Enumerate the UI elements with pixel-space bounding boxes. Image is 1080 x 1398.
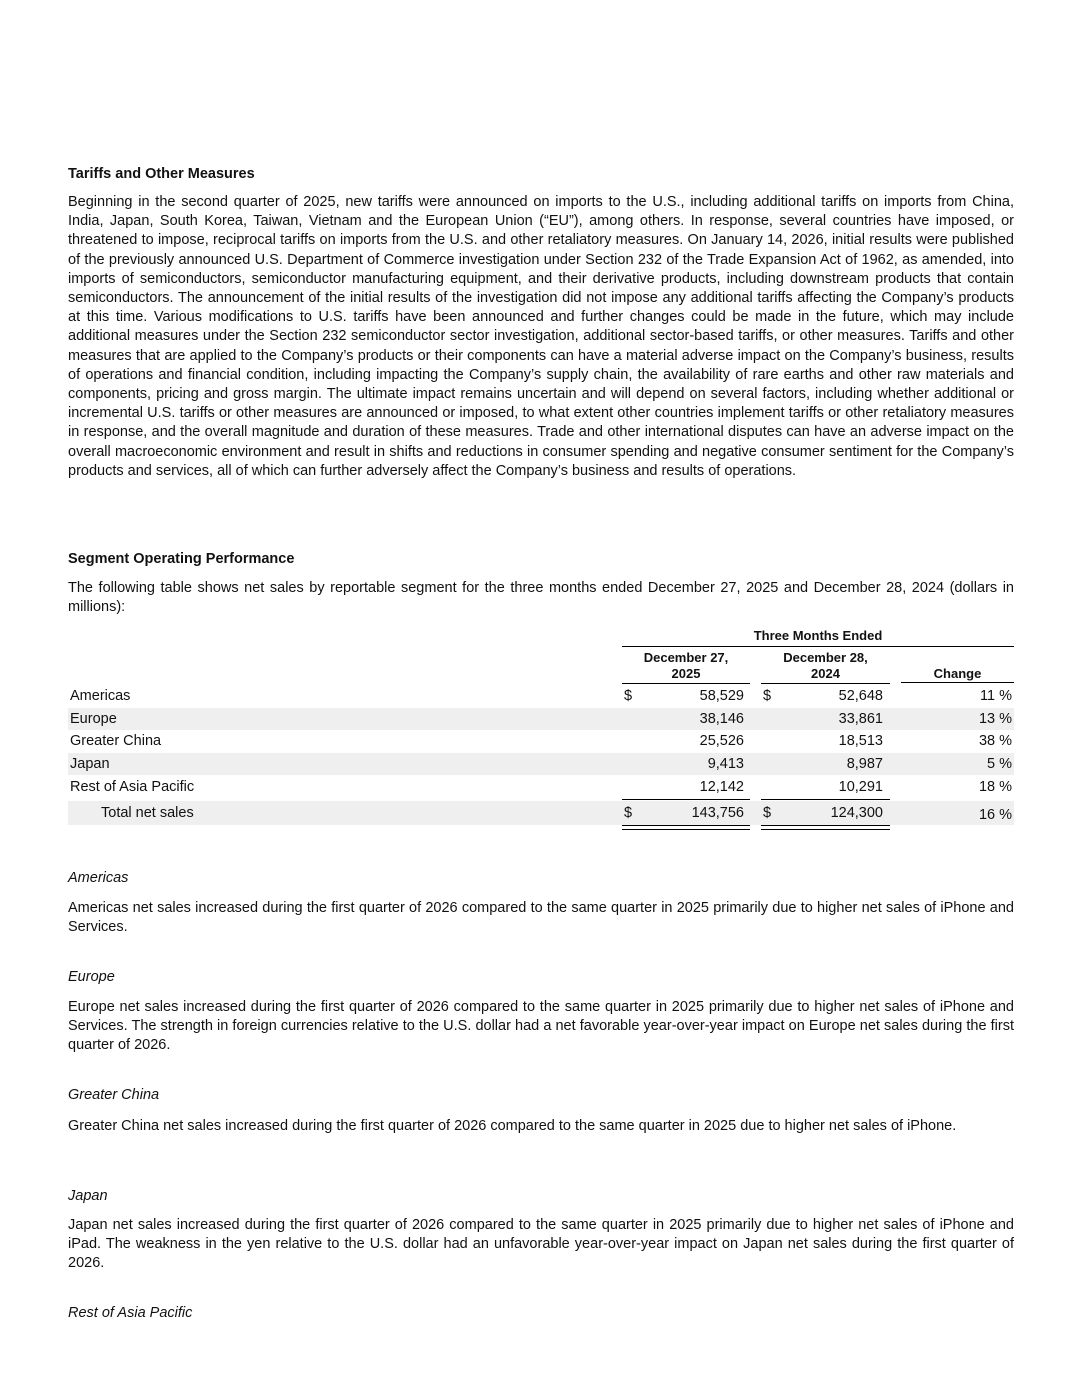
- table-group-header: Three Months Ended: [622, 626, 1014, 647]
- value-2025: 9,413: [707, 756, 744, 772]
- subtotal-rule: [622, 799, 750, 800]
- change-value: 18 %: [978, 779, 1012, 795]
- row-label: Europe: [70, 711, 117, 727]
- total-2024: 124,300: [830, 805, 883, 821]
- col-header-2025: [622, 650, 750, 684]
- change-value: 38 %: [978, 733, 1012, 749]
- table-row: [68, 776, 1014, 798]
- value-2025: 12,142: [699, 779, 744, 795]
- value-2025: 58,529: [699, 688, 744, 704]
- region-heading-europe: Europe: [68, 969, 115, 985]
- value-2025: 38,146: [699, 711, 744, 727]
- value-2024: 52,648: [838, 688, 883, 704]
- tariffs-paragraph: Beginning in the second quarter of 2025, new tariffs were announced on imports to the U.S., including additional tariffs on imports from China, India, Japan, South Korea, Taiwan, Vietnam and the European Union (“EU”), among others. In response, several countries have imposed, or threatened to impose, reciprocal tariffs on imports from the U.S. and other retaliatory measures. On January 14, 2026, initial results were published of the previously announced U.S. Department of Commerce investigation under Section 232 of the Trade Expansion Act of 1962, as amended, into imports of semiconductors, semiconductor manufacturing equipment, and their derivative products, including downstream products that contain semiconductors. The announcement of the initial results of the investigation did not impose any additional tariffs affecting the Company’s products at this time. Various modifications to U.S. tariffs have been announced and further changes could be made in the future, which may include additional measures under the Section 232 semiconductor sector investigation, additional sector-based tariffs, or other measures. Tariffs and other measures that are applied to the Company’s products or their components can have a material adverse impact on the Company’s business, results of operations and financial condition, including impacting the Company’s supply chain, the availability of rare earths and other raw materials and components, pricing and gross margin. The ultimate impact remains uncertain and will depend on several factors, including whether additional or incremental U.S. tariffs or other measures are announced or imposed, to what extent other countries implement tariffs or other retaliatory measures in response, and the overall magnitude and duration of these measures. Trade and other international disputes can have an adverse impact on the overall macroeconomic environment and result in shifts and reductions in consumer spending and negative consumer sentiment for the Company’s products and services, all of which can further adversely affect the Company’s business and results of operations.: [68, 194, 1014, 479]
- total-2025: 143,756: [691, 805, 744, 821]
- value-2024: 8,987: [846, 756, 883, 772]
- tariffs-heading: Tariffs and Other Measures: [68, 166, 255, 182]
- table-row: [68, 753, 1014, 775]
- value-2024: 18,513: [838, 733, 883, 749]
- region-text-americas: Americas net sales increased during the first quarter of 2026 compared to the same quarter in 2025 primarily due to higher net sales of iPhone and Services.: [68, 900, 1014, 936]
- total-label: Total net sales: [101, 805, 194, 821]
- subtotal-rule: [761, 799, 890, 800]
- row-label: Americas: [70, 688, 131, 704]
- total-double-rule: [622, 825, 750, 830]
- col-header-2024: [761, 650, 890, 684]
- change-value: 11 %: [980, 688, 1012, 704]
- col-header-2024-line1: December 28,: [783, 650, 868, 665]
- value-2025: 25,526: [699, 733, 744, 749]
- region-heading-americas: Americas: [68, 870, 129, 886]
- currency-symbol: $: [763, 805, 772, 821]
- col-header-2025-line1: December 27,: [643, 650, 729, 665]
- region-heading-japan: Japan: [68, 1188, 108, 1204]
- col-header-2025-line2: 2025: [671, 666, 701, 681]
- table-row: [68, 708, 1014, 730]
- currency-symbol: $: [624, 688, 633, 704]
- value-2024: 33,861: [838, 711, 883, 727]
- region-text-europe: Europe net sales increased during the first quarter of 2026 compared to the same quarter in 2025 primarily due to higher net sales of iPhone and Services. The strength in foreign currencies relative to the U.S. dollar had a net favorable year-over-year impact on Europe net sales during the first quarter of 2026.: [68, 999, 1014, 1054]
- row-label: Japan: [70, 756, 110, 772]
- region-text-japan: Japan net sales increased during the first quarter of 2026 compared to the same quarter in 2025 primarily due to higher net sales of iPhone and iPad. The weakness in the yen relative to the U.S. dollar had an unfavorable year-over-year impact on Japan net sales during the first quarter of 2026.: [68, 1217, 1014, 1272]
- currency-symbol: $: [624, 805, 633, 821]
- row-label: Greater China: [70, 733, 162, 749]
- region-text-greater-china: Greater China net sales increased during the first quarter of 2026 compared to the same quarter in 2025 due to higher net sales of iPhone.: [68, 1118, 957, 1134]
- region-heading-greater-china: Greater China: [68, 1087, 160, 1103]
- table-total-row: [68, 801, 1014, 825]
- value-2024: 10,291: [838, 779, 883, 795]
- change-value: 5 %: [987, 756, 1012, 772]
- col-header-change: Change: [901, 650, 1014, 683]
- total-double-rule: [761, 825, 890, 830]
- segment-intro: The following table shows net sales by reportable segment for the three months ended December 27, 2025 and December 28, 2024 (dollars in millions):: [68, 580, 1014, 616]
- col-header-2024-line2: 2024: [811, 666, 840, 681]
- currency-symbol: $: [763, 688, 772, 704]
- total-change: 16 %: [978, 807, 1012, 823]
- table-row: [68, 730, 1014, 752]
- table-row: [68, 685, 1014, 707]
- change-value: 13 %: [978, 711, 1012, 727]
- segment-heading: Segment Operating Performance: [68, 551, 295, 567]
- row-label: Rest of Asia Pacific: [70, 779, 195, 795]
- region-heading-rest-of-asia-pacific: Rest of Asia Pacific: [68, 1305, 193, 1321]
